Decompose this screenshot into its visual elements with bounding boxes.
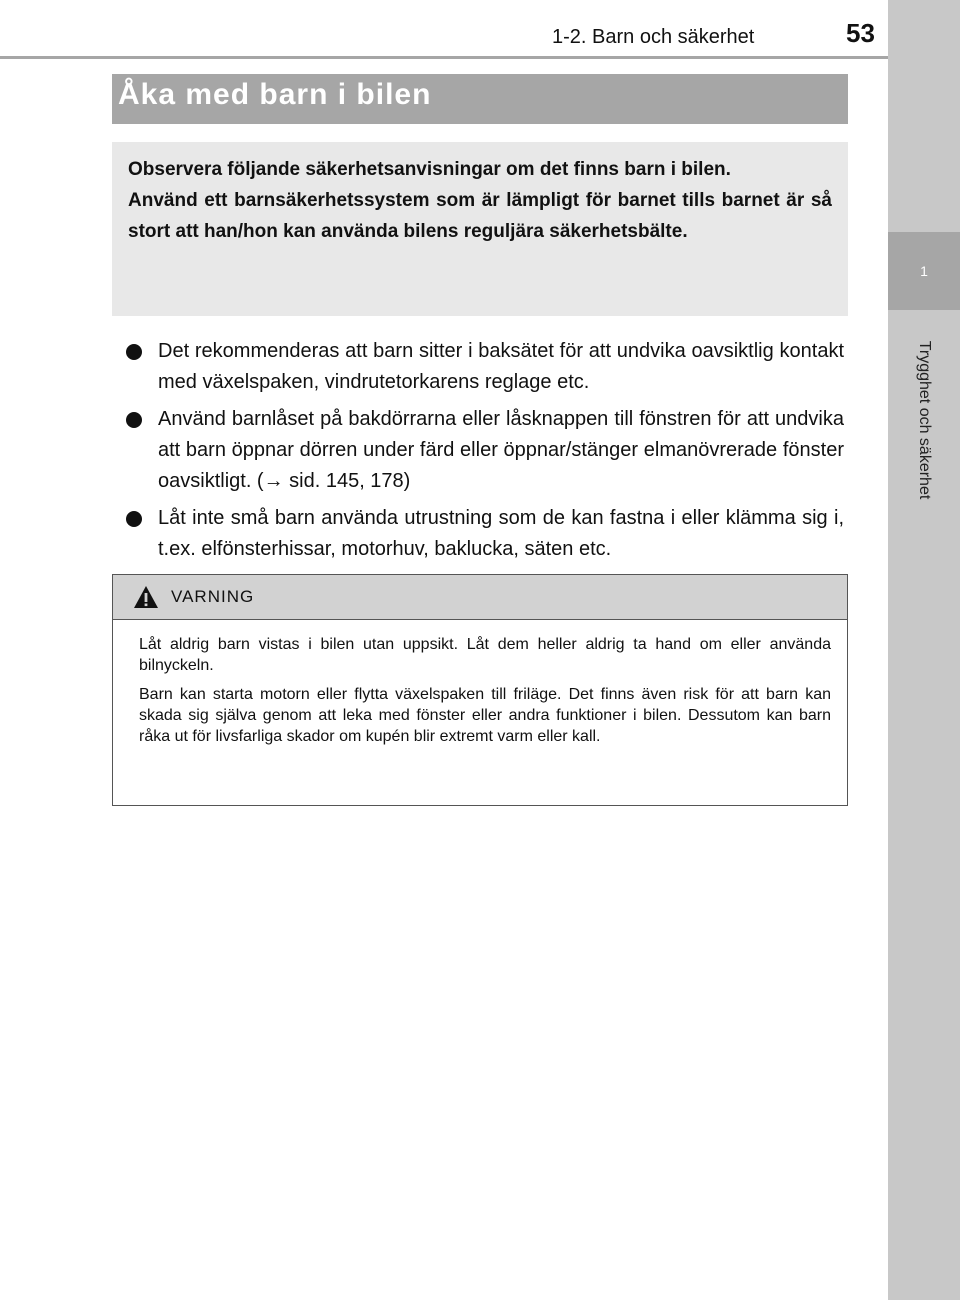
intro-paragraph: Använd ett barnsäkerhetssystem som är lämpligt för barnet tills barnet är så stort att han/hon kan använda bilens reguljära säkerhetsbälte.	[128, 190, 832, 242]
side-tab	[888, 0, 960, 1300]
side-chapter-title: Trygghet och säkerhet	[916, 340, 933, 500]
warning-label: VARNING	[171, 587, 255, 606]
page-title: Åka med barn i bilen	[118, 78, 432, 111]
list-item-text: Låt inte små barn använda utrustning som de kan fastna i eller klämma sig i, t.ex. elfönsterhissar, motorhuv, baklucka, säten etc.	[158, 507, 844, 560]
intro-paragraph: Observera följande säkerhetsanvisningar om det finns barn i bilen.	[128, 159, 731, 180]
list-item	[126, 404, 844, 497]
warning-header	[113, 575, 847, 620]
list-item	[126, 336, 844, 398]
side-chapter-number: 1	[888, 232, 960, 310]
warning-box	[112, 574, 848, 806]
warning-triangle-icon	[133, 585, 159, 609]
warning-paragraph: Barn kan starta motorn eller flytta växelspaken till friläge. Det finns även risk för att barn kan skada sig själva genom att leka med fönster eller andra funktioner i bilen. Dessutom kan barn råka ut för livsfarliga skador om kupén blir extremt varm eller kall.	[139, 686, 831, 745]
list-item-text: Använd barnlåset på bakdörrarna eller låsknappen till fönstren för att undvika att barn öppnar dörren under färd eller öppnar/stänger elmanövrerade fönster oavsiktligt. (→ sid. 145, 178)	[158, 408, 844, 492]
warning-body	[113, 620, 847, 747]
bullet-dot-icon	[126, 412, 142, 428]
bullet-dot-icon	[126, 344, 142, 360]
bullet-list	[126, 336, 844, 571]
page-number: 53	[846, 18, 875, 48]
bullet-dot-icon	[126, 511, 142, 527]
section-reference: 1-2. Barn och säkerhet	[552, 26, 755, 48]
header-rule	[0, 56, 888, 59]
warning-paragraph: Låt aldrig barn vistas i bilen utan uppsikt. Låt dem heller aldrig ta hand om eller använda bilnyckeln.	[139, 636, 831, 674]
list-item-text: Det rekommenderas att barn sitter i baksätet för att undvika oavsiktlig kontakt med växelspaken, vindrutetorkarens reglage etc.	[158, 340, 844, 393]
list-item	[126, 503, 844, 565]
intro-box	[112, 142, 848, 316]
